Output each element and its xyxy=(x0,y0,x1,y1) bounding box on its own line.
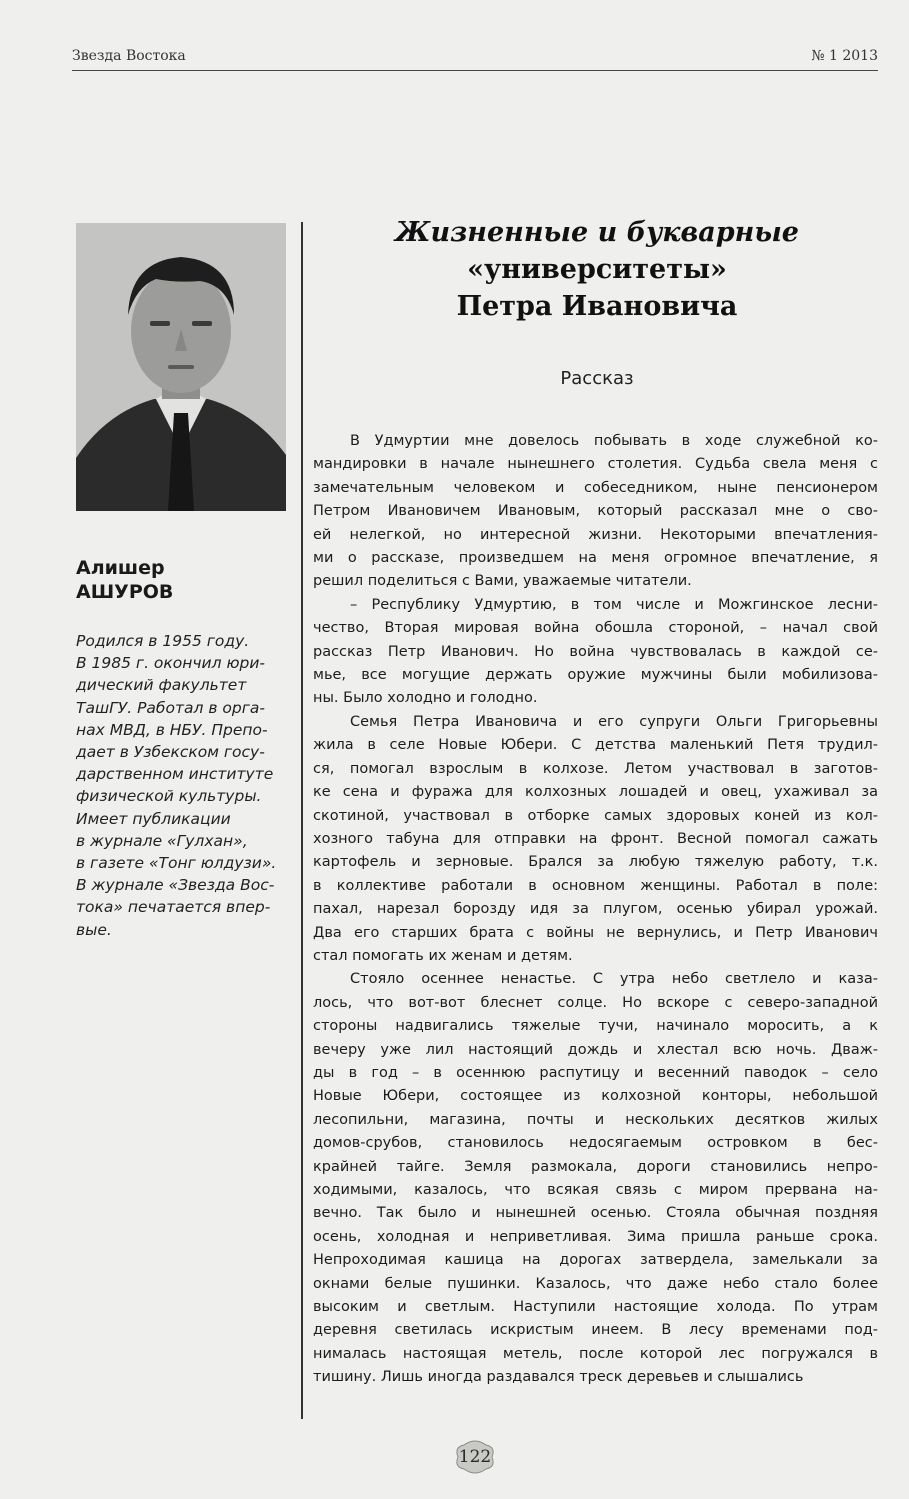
text-line: высоким и светлым. Наступили настоящие холода. По утрам xyxy=(313,1299,878,1316)
text-line: ке сена и фуража для колхозных лошадей и овец, ухаживал за xyxy=(313,784,878,801)
column-divider xyxy=(301,222,303,1419)
text-line: В Удмуртии мне довелось побывать в ходе служебной ко- xyxy=(350,433,878,449)
article-body xyxy=(313,430,878,1390)
text-line: вечеру уже лил настоящий дождь и хлестал всю ночь. Дваж- xyxy=(313,1041,878,1058)
text-line: ны. Было холодно и голодно. xyxy=(313,690,538,707)
bio-line: вые. xyxy=(76,920,112,939)
text-line: ей нелегкой, но интересной жизни. Некоторыми впечатления- xyxy=(313,526,878,543)
text-line: домов-срубов, становилось недосягаемым островком в бес- xyxy=(313,1135,878,1152)
text-line: ходимыми, казалось, что всякая связь с миром прервана на- xyxy=(313,1182,878,1198)
article-subtitle: Рассказ xyxy=(560,368,634,389)
author-portrait-image xyxy=(76,223,286,511)
bio-line: в журнале «Гулхан», xyxy=(76,831,248,850)
bio-line: В 1985 г. окончил юри- xyxy=(76,654,266,673)
text-line: мье, все могущие держать оружие мужчины были мобилизова- xyxy=(313,667,878,684)
text-line: вечно. Так было и нынешней осенью. Стояла обычная поздняя xyxy=(313,1205,878,1222)
bio-line: Имеет публикации xyxy=(76,809,231,828)
bio-line: дает в Узбекском госу- xyxy=(76,743,265,762)
article-title xyxy=(316,214,878,325)
paragraph xyxy=(313,430,878,594)
text-line: стороны надвигались тяжелые тучи, начинало моросить, а к xyxy=(313,1018,878,1035)
text-line: рассказ Петр Иванович. Но война чувствовалась в каждой се- xyxy=(313,643,878,660)
bio-line: тока» печатается впер- xyxy=(76,898,271,917)
page-number-text: 122 xyxy=(458,1447,492,1467)
text-line: картофель и зерновые. Брался за любую тяжелую работу, т.к. xyxy=(313,854,878,871)
paragraph xyxy=(313,594,878,711)
text-line: решил поделиться с Вами, уважаемые читатели. xyxy=(313,573,692,590)
title-line: Жизненные и букварные xyxy=(395,217,799,248)
paragraph xyxy=(313,968,878,1389)
author-bio xyxy=(76,630,296,941)
running-head xyxy=(72,46,878,71)
text-line: лесопильни, магазина, почты и нескольких десятков жилых xyxy=(313,1111,878,1128)
author-photo xyxy=(76,223,286,511)
text-line: чество, Вторая мировая война обошла стороной, – начал свой xyxy=(313,620,878,637)
author-first-name: Алишер xyxy=(76,557,165,579)
text-line: нималась настоящая метель, после которой лес погружался в xyxy=(313,1345,878,1362)
text-line: Новые Юбери, состоящее из колхозной конторы, небольшой xyxy=(313,1088,878,1105)
text-line: Два его старших брата с войны не вернулись, и Петр Иванович xyxy=(313,924,878,941)
text-line: мандировки в начале нынешнего столетия. Судьба свела меня с xyxy=(313,456,878,473)
page-number xyxy=(452,1439,498,1475)
bio-line: физической культуры. xyxy=(76,787,262,806)
text-line: осень, холодная и неприветливая. Зима пришла раньше срока. xyxy=(313,1228,878,1245)
text-line: скотиной, участвовал в отборке самых здоровых коней из кол- xyxy=(313,807,878,824)
text-line: ми о рассказе, произведшем на меня огромное впечатление, я xyxy=(313,550,878,567)
issue-number: № 1 2013 xyxy=(811,48,878,64)
text-line: Петром Ивановичем Ивановым, который рассказал мне о сво- xyxy=(313,503,878,520)
bio-line: в газете «Тонг юлдузи». xyxy=(76,854,277,873)
text-line: хозного табуна для отправки на фронт. Весной помогал сажать xyxy=(313,830,878,847)
text-line: стал помогать их женам и детям. xyxy=(313,947,573,964)
text-line: крайней тайге. Земля размокала, дороги становились непро- xyxy=(313,1158,878,1175)
text-line: ды в год – в осеннюю распутицу и весенний паводок – село xyxy=(313,1064,878,1081)
bio-line: ТашГУ. Работал в орга- xyxy=(76,698,265,717)
text-line: окнами белые пушинки. Казалось, что даже небо стало более xyxy=(313,1275,878,1292)
title-line: Петра Ивановича xyxy=(456,291,738,322)
text-line: замечательным человеком и собеседником, ныне пенсионером xyxy=(313,479,878,496)
bio-line: нах МВД, в НБУ. Препо- xyxy=(76,720,268,739)
text-line: деревня светилась искристым инеем. В лесу временами под- xyxy=(313,1322,878,1339)
text-line: Непроходимая кашица на дорогах затвердела, замелькали за xyxy=(313,1252,878,1269)
bio-line: В журнале «Звезда Вос- xyxy=(76,876,275,895)
text-line: – Республику Удмуртию, в том числе и Можгинское лесни- xyxy=(350,596,878,613)
bio-line: дический факультет xyxy=(76,676,247,695)
paragraph xyxy=(313,711,878,968)
text-line: жила в селе Новые Юбери. С детства маленький Петя трудил- xyxy=(313,737,878,754)
text-line: Семья Петра Ивановича и его супруги Ольги Григорьевны xyxy=(350,713,878,730)
title-line: «университеты» xyxy=(467,254,727,285)
journal-title: Звезда Востока xyxy=(72,48,186,64)
text-line: пахал, нарезал борозду идя за плугом, осенью убирал урожай. xyxy=(313,901,878,918)
author-name xyxy=(76,556,286,604)
text-line: ся, помогал взрослым в колхозе. Летом участвовал в заготов- xyxy=(313,760,878,777)
text-line: тишину. Лишь иногда раздавался треск деревьев и слышались xyxy=(313,1369,804,1386)
text-line: в коллективе работали в основном женщины. Работал в поле: xyxy=(313,877,878,894)
author-last-name: АШУРОВ xyxy=(76,581,174,603)
bio-line: дарственном институте xyxy=(76,765,274,784)
text-line: Стояло осеннее ненастье. С утра небо светлело и каза- xyxy=(350,971,878,988)
text-line: лось, что вот-вот блеснет солце. Но вскоре с северо-западной xyxy=(313,994,878,1011)
bio-line: Родился в 1955 году. xyxy=(76,632,250,650)
